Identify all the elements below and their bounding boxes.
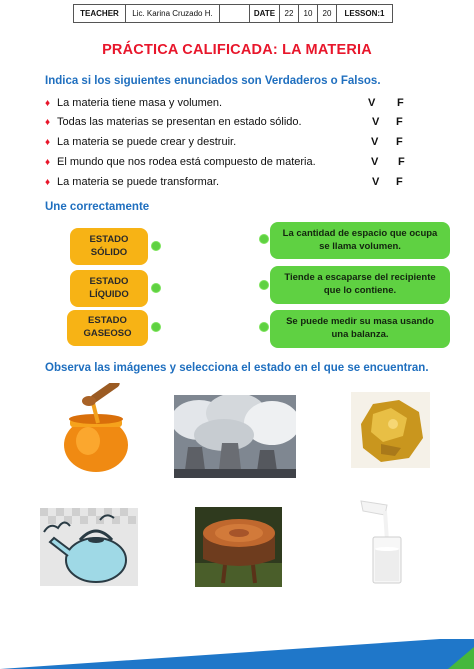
footer-decoration <box>0 639 474 669</box>
date-year: 20 <box>318 5 337 22</box>
true-option[interactable]: V <box>372 176 380 188</box>
definition-line: se llama volumen. <box>319 240 401 252</box>
lesson-label: LESSON:1 <box>344 9 385 18</box>
state-box-liquid[interactable] <box>70 270 148 307</box>
statement-text: La materia se puede crear y destruir. <box>57 136 237 148</box>
state-box-solid[interactable] <box>70 228 148 265</box>
tree-stump-image[interactable] <box>195 507 282 587</box>
bullet-diamond-icon: ♦ <box>45 136 51 148</box>
section3-instruction: Observa las imágenes y selecciona el estado en el que se encuentran. <box>45 362 429 374</box>
definition-line: Tiende a escaparse del recipiente <box>284 272 436 284</box>
definition-box[interactable] <box>270 222 450 259</box>
date-label: DATE <box>250 5 280 22</box>
false-option[interactable]: F <box>396 176 403 188</box>
section1-instruction: Indica si los siguientes enunciados son Verdaderos o Falsos. <box>45 75 381 87</box>
state-line: LÍQUIDO <box>89 288 129 300</box>
statement-row <box>45 95 415 111</box>
match-dot[interactable] <box>259 234 269 244</box>
true-option[interactable]: V <box>368 97 376 109</box>
statement-text: La materia se puede transformar. <box>57 176 220 188</box>
date-spacer <box>220 5 250 22</box>
false-option[interactable]: F <box>396 116 403 128</box>
true-option[interactable]: V <box>371 136 379 148</box>
smokestacks-image[interactable] <box>174 395 296 478</box>
definition-line: que lo contiene. <box>323 285 397 296</box>
statement-text: El mundo que nos rodea está compuesto de materia. <box>57 156 316 168</box>
state-line: ESTADO <box>89 233 129 245</box>
definition-line: Se puede medir su masa usando <box>286 316 434 328</box>
state-line: ESTADO <box>88 315 127 327</box>
bullet-diamond-icon: ♦ <box>45 97 51 109</box>
true-option[interactable]: V <box>372 116 380 128</box>
false-option[interactable]: F <box>397 97 404 109</box>
state-line: GASEOSO <box>83 328 132 339</box>
false-option[interactable]: F <box>398 156 405 168</box>
true-option[interactable]: V <box>371 156 379 168</box>
match-dot[interactable] <box>151 241 161 251</box>
statement-row <box>45 114 415 130</box>
false-option[interactable]: F <box>396 136 403 148</box>
state-box-gas[interactable] <box>67 310 148 346</box>
match-dot[interactable] <box>259 322 269 332</box>
definition-line: una balanza. <box>331 329 389 340</box>
match-dot[interactable] <box>151 283 161 293</box>
state-line: SÓLIDO <box>90 246 128 258</box>
date-month: 10 <box>299 5 318 22</box>
bullet-diamond-icon: ♦ <box>45 116 51 128</box>
header-table <box>73 4 393 23</box>
page-title: PRÁCTICA CALIFICADA: LA MATERIA <box>102 42 372 58</box>
definition-line: La cantidad de espacio que ocupa <box>282 227 438 239</box>
milk-pouring-image[interactable] <box>351 497 408 588</box>
teacher-name: Lic. Karina Cruzado H. <box>126 5 220 22</box>
statement-text: La materia tiene masa y volumen. <box>57 97 223 109</box>
bullet-diamond-icon: ♦ <box>45 176 51 188</box>
steaming-kettle-image[interactable] <box>40 508 138 586</box>
match-dot[interactable] <box>259 280 269 290</box>
bullet-diamond-icon: ♦ <box>45 156 51 168</box>
definition-box[interactable] <box>270 266 450 304</box>
statement-row <box>45 154 415 170</box>
statement-row <box>45 134 415 150</box>
teacher-label: TEACHER <box>74 5 126 22</box>
date-day: 22 <box>280 5 299 22</box>
honey-jar-image[interactable] <box>58 383 136 475</box>
section2-instruction: Une correctamente <box>45 201 150 213</box>
statement-text: Todas las materias se presentan en estado sólido. <box>57 116 302 128</box>
match-dot[interactable] <box>151 322 161 332</box>
statement-row <box>45 174 415 190</box>
definition-box[interactable] <box>270 310 450 348</box>
state-line: ESTADO <box>89 275 129 287</box>
gold-nugget-image[interactable] <box>351 392 430 468</box>
